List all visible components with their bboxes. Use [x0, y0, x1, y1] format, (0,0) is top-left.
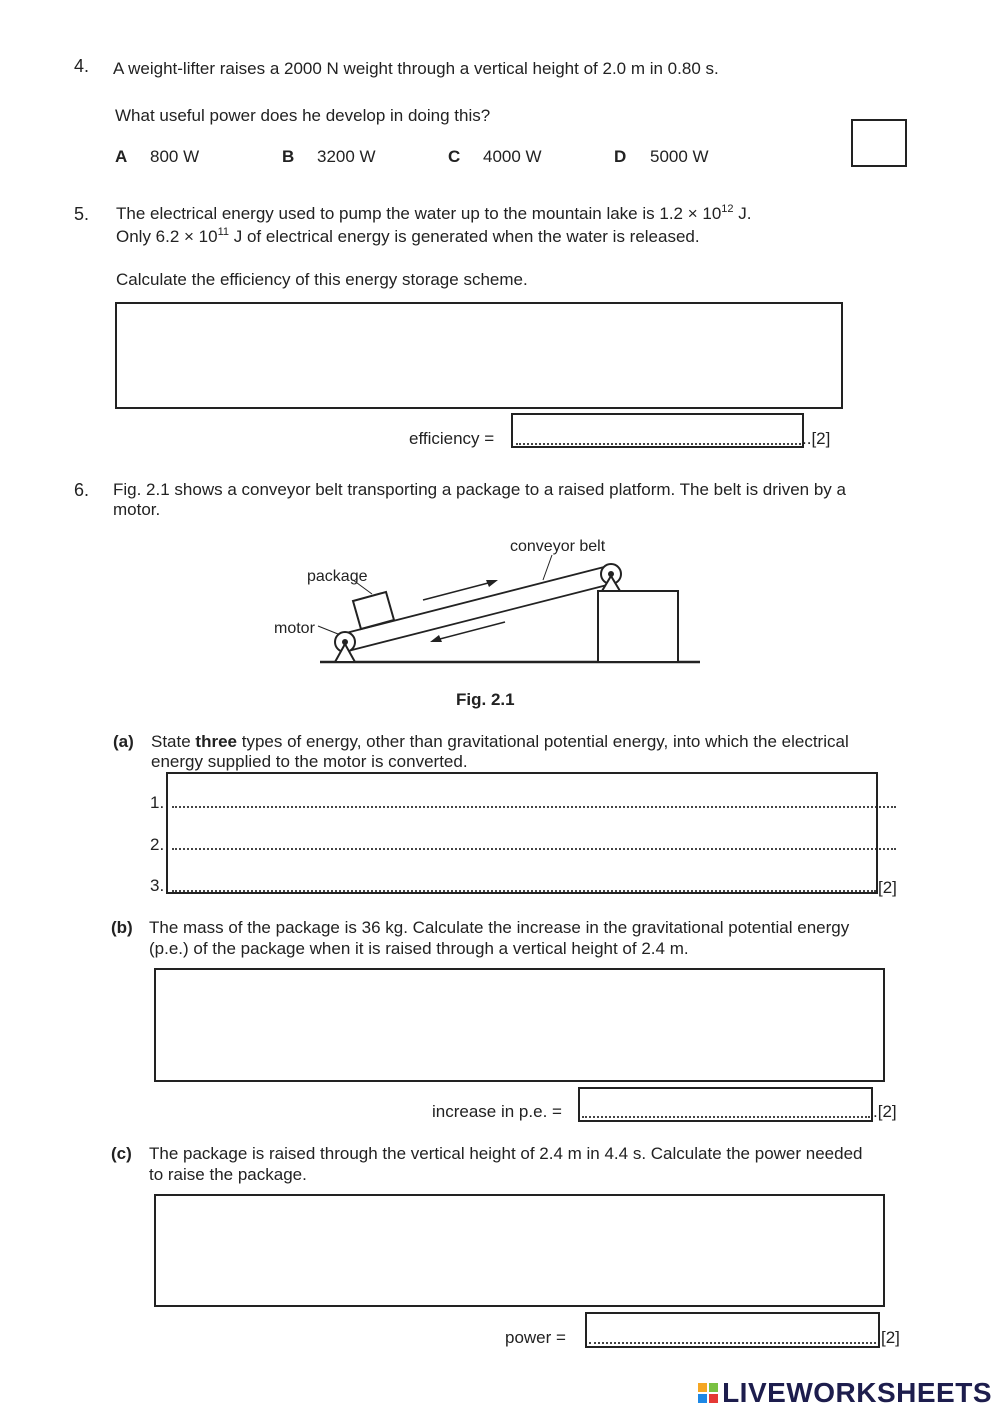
q6a-item-3-label: 3. [150, 876, 165, 895]
arrow-up-head [486, 580, 498, 587]
logo-text: LIVEWORKSHEETS [722, 1377, 992, 1408]
q4-option-a-letter: A [115, 147, 128, 166]
q6b-working-box[interactable] [154, 968, 885, 1082]
q6b-answer-label: increase in p.e. = [432, 1102, 562, 1121]
q6a-line2: energy supplied to the motor is converted. [151, 752, 468, 771]
q5-working-box[interactable] [115, 302, 843, 409]
package-box [353, 592, 394, 629]
figure-caption: Fig. 2.1 [456, 690, 515, 709]
q4-answer-box[interactable] [851, 119, 907, 167]
q4-option-d-letter: D [614, 147, 627, 166]
q5-number: 5. [74, 204, 90, 224]
q4-number: 4. [74, 56, 90, 76]
q6-line1: Fig. 2.1 shows a conveyor belt transporting a package to a raised platform. The belt is driven by a [113, 480, 846, 499]
q6c-line2: to raise the package. [149, 1165, 307, 1184]
q4-text: A weight-lifter raises a 2000 N weight through a vertical height of 2.0 m in 0.80 s. [113, 59, 719, 78]
q6-line2: motor. [113, 500, 161, 519]
q4-option-b-value: 3200 W [317, 147, 376, 166]
q5-answer-label: efficiency = [409, 429, 495, 448]
liveworksheets-logo[interactable] [698, 1377, 992, 1409]
platform [598, 591, 678, 662]
q6a-item-1-label: 1. [150, 793, 165, 812]
q5-prompt: Calculate the efficiency of this energy storage scheme. [116, 270, 528, 289]
motor-leader [318, 626, 338, 634]
q6c-letter: (c) [111, 1144, 132, 1163]
q6b-marks: .[2] [873, 1102, 897, 1121]
q5-line2: Only $6.2 \times 10^{11}$ J of electrical energy is generated when the water is released. [116, 226, 700, 246]
q4-option-c-value: 4000 W [483, 147, 542, 166]
q4-option-d-value: 5000 W [650, 147, 709, 166]
q6b-line2: (p.e.) of the package when it is raised through a vertical height of 2.4 m. [149, 939, 689, 958]
q6b-line1: The mass of the package is 36 kg. Calculate the increase in the gravitational potential energy [149, 918, 850, 937]
arrow-down-head [430, 635, 442, 642]
q6a-letter: (a) [113, 732, 134, 751]
q6a-line1: State three types of energy, other than gravitational potential energy, into which the electrical [151, 732, 849, 751]
q6c-working-box[interactable] [154, 1194, 885, 1307]
q6c-answer-label: power = [505, 1328, 566, 1347]
q4-prompt: What useful power does he develop in doing this? [115, 106, 491, 125]
q6-number: 6. [74, 480, 90, 500]
q4-option-b-letter: B [282, 147, 295, 166]
q5-marks: ..[2] [802, 429, 831, 448]
q4-option-a-value: 800 W [150, 147, 200, 166]
label-conveyor-belt: conveyor belt [510, 538, 606, 555]
q5-answer-input[interactable] [511, 413, 804, 448]
arrow-up-line [423, 582, 492, 600]
q6a-marks: [2] [878, 878, 897, 897]
q6c-line1: The package is raised through the vertical height of 2.4 m in 4.4 s. Calculate the power needed [149, 1144, 863, 1163]
q6b-answer-input[interactable] [578, 1087, 873, 1122]
label-motor: motor [274, 620, 315, 637]
q4-option-c-letter: C [448, 147, 461, 166]
arrow-down-line [436, 622, 505, 640]
q6a-answer-box[interactable] [166, 772, 878, 894]
q5-line1: The electrical energy used to pump the water up to the mountain lake is $1.2 \times 10^{12}$ J. [116, 203, 752, 223]
q6c-marks: [2] [881, 1328, 900, 1347]
conveyor-leader [543, 555, 552, 580]
figure-conveyor-belt [260, 530, 720, 675]
q6b-letter: (b) [111, 918, 133, 937]
q6c-answer-input[interactable] [585, 1312, 880, 1348]
label-package: package [307, 568, 368, 585]
q6a-item-2-label: 2. [150, 835, 165, 854]
logo-grid-icon [698, 1383, 718, 1403]
